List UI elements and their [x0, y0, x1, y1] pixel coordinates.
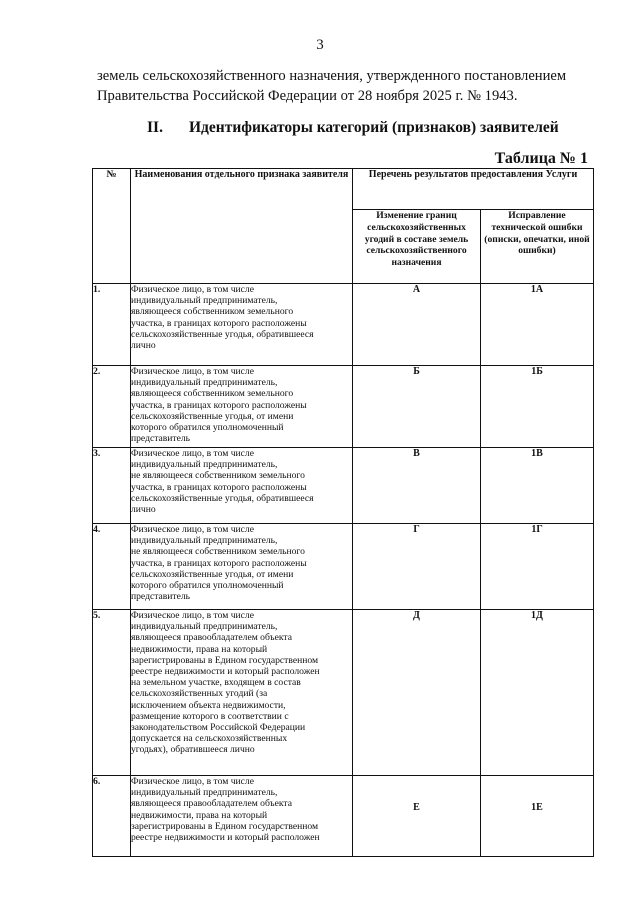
row-description — [131, 448, 353, 524]
description-line: которого обратился уполномоченный — [131, 580, 284, 592]
table-caption: Таблица № 1 — [494, 150, 588, 167]
section-heading — [147, 119, 587, 137]
description-line: Физическое лицо, в том числе — [131, 610, 254, 621]
description-line: исключением объекта недвижимости, — [131, 699, 286, 711]
row-description — [131, 366, 353, 448]
description-line: которого обратился уполномоченный — [131, 422, 284, 434]
description-line: сельскохозяйственные угодья, обратившееся — [131, 328, 314, 340]
description-line: представитель — [131, 433, 191, 445]
row-code-error-correction: 1Д — [481, 610, 594, 776]
description-line: являющееся правообладателем объекта — [131, 632, 292, 644]
description-line: размещение которого в соответствии с — [131, 710, 289, 722]
table-body — [93, 284, 594, 857]
description-line: законодательством Российской Федерации — [131, 722, 306, 734]
row-code-error-correction: 1Г — [481, 524, 594, 610]
description-line: Физическое лицо, в том числе — [131, 366, 254, 377]
applicant-categories-table — [92, 168, 594, 857]
table-row — [93, 524, 594, 610]
header-boundary-change: Изменение границ сельскохозяйственных угодий в составе земель сельскохозяйственного назначения — [353, 210, 481, 284]
description-line: индивидуальный предприниматель, — [131, 535, 278, 547]
description-line: являющееся правообладателем объекта — [131, 798, 292, 810]
description-line: представитель — [131, 591, 191, 603]
description-line: индивидуальный предприниматель, — [131, 377, 278, 389]
table-row — [93, 448, 594, 524]
row-code-error-correction: 1Е — [481, 776, 594, 857]
description-line: допускается на сельскохозяйственных — [131, 733, 288, 745]
row-code-boundary-change: Д — [353, 610, 481, 776]
description-line: сельскохозяйственные угодья, от имени — [131, 410, 294, 422]
table-row — [93, 610, 594, 776]
header-error-correction: Исправление технической ошибки (описки, опечатки, иной ошибки) — [481, 210, 594, 284]
row-number: 3. — [93, 448, 131, 524]
description-line: сельскохозяйственные угодья, от имени — [131, 568, 294, 580]
description-line: на земельном участке, входящем в состав — [131, 677, 301, 689]
header-number: № — [93, 169, 131, 284]
description-line: индивидуальный предприниматель, — [131, 787, 278, 799]
row-description — [131, 284, 353, 366]
description-line: Физическое лицо, в том числе — [131, 776, 254, 787]
row-code-error-correction: 1В — [481, 448, 594, 524]
row-number: 5. — [93, 610, 131, 776]
intro-paragraph — [97, 66, 577, 106]
description-line: реестре недвижимости и который расположен — [131, 832, 320, 844]
intro-line: земель сельскохозяйственного назначения, утвержденного постановлением — [97, 68, 567, 84]
description-line: Физическое лицо, в том числе — [131, 448, 254, 459]
description-line: Физическое лицо, в том числе — [131, 524, 254, 535]
table-header-row — [93, 169, 594, 210]
description-line: не являющееся собственником земельного — [131, 546, 305, 558]
row-description — [131, 776, 353, 857]
description-line: индивидуальный предприниматель, — [131, 459, 278, 471]
row-number: 1. — [93, 284, 131, 366]
section-number: II. — [147, 119, 163, 136]
description-line: участка, в границах которого расположены — [131, 481, 307, 493]
description-line: участка, в границах которого расположены — [131, 399, 307, 411]
table-row — [93, 776, 594, 857]
row-description — [131, 610, 353, 776]
page-number: 3 — [316, 37, 324, 53]
row-code-boundary-change: Г — [353, 524, 481, 610]
description-line: реестре недвижимости и который расположен — [131, 666, 320, 678]
row-code-boundary-change: Б — [353, 366, 481, 448]
row-code-boundary-change: Е — [353, 776, 481, 857]
description-line: участка, в границах которого расположены — [131, 317, 307, 329]
description-line: Физическое лицо, в том числе — [131, 284, 254, 295]
row-description — [131, 524, 353, 610]
row-code-error-correction: 1Б — [481, 366, 594, 448]
description-line: зарегистрированы в Едином государственном — [131, 820, 319, 832]
header-feature-name: Наименования отдельного признака заявителя — [131, 169, 353, 284]
description-line: угодьях), обратившееся лично — [131, 744, 255, 756]
row-code-boundary-change: А — [353, 284, 481, 366]
description-line: являющееся собственником земельного — [131, 388, 294, 400]
description-line: недвижимости, права на который — [131, 643, 268, 655]
row-number: 4. — [93, 524, 131, 610]
description-line: индивидуальный предприниматель, — [131, 621, 278, 633]
description-line: являющееся собственником земельного — [131, 306, 294, 318]
header-results-group: Перечень результатов предоставления Услуги — [353, 169, 594, 210]
description-line: недвижимости, права на который — [131, 809, 268, 821]
description-line: сельскохозяйственных угодий (за — [131, 688, 268, 700]
row-code-boundary-change: В — [353, 448, 481, 524]
description-line: лично — [131, 340, 156, 352]
description-line: индивидуальный предприниматель, — [131, 295, 278, 307]
section-title: Идентификаторы категорий (признаков) заявителей — [189, 119, 559, 136]
table-row — [93, 366, 594, 448]
description-line: лично — [131, 504, 156, 516]
description-line: участка, в границах которого расположены — [131, 557, 307, 569]
row-number: 6. — [93, 776, 131, 857]
row-code-error-correction: 1А — [481, 284, 594, 366]
description-line: не являющееся собственником земельного — [131, 470, 305, 482]
description-line: зарегистрированы в Едином государственном — [131, 654, 319, 666]
table-row — [93, 284, 594, 366]
intro-line: Правительства Российской Федерации от 28 ноября 2025 г. № 1943. — [97, 88, 518, 104]
description-line: сельскохозяйственные угодья, обратившееся — [131, 492, 314, 504]
row-number: 2. — [93, 366, 131, 448]
